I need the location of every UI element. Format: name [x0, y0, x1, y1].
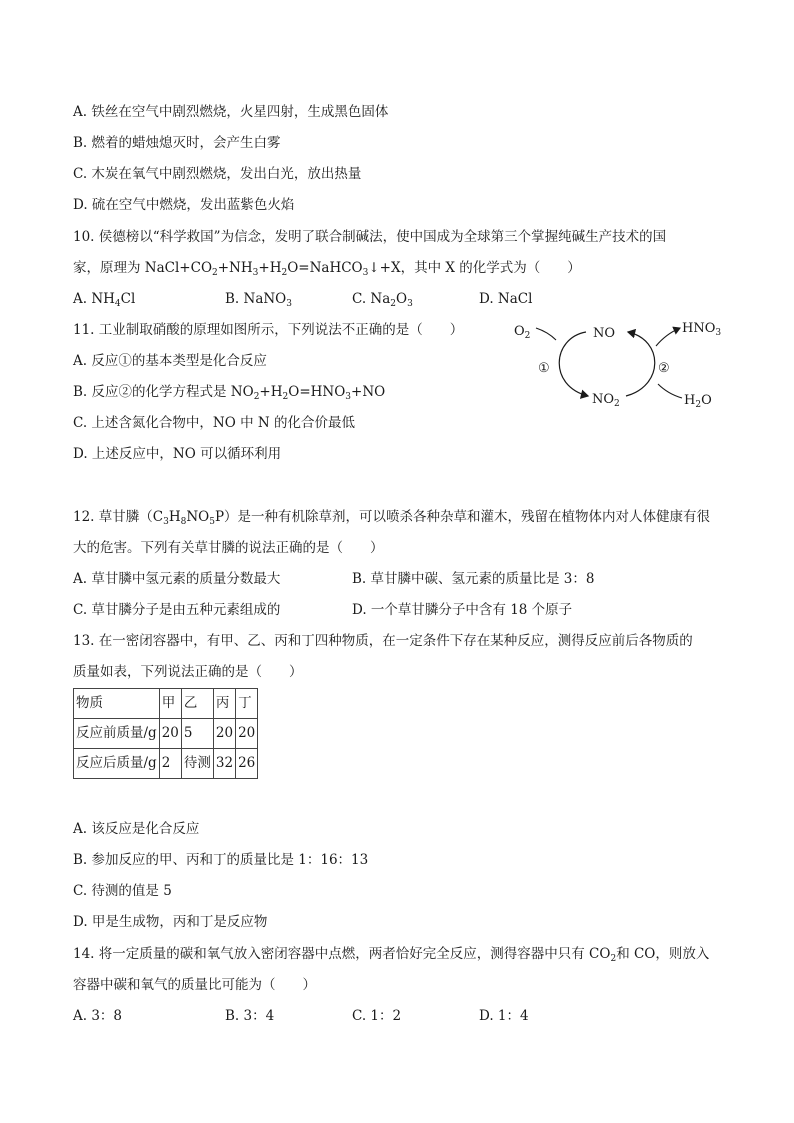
- table-row: [74, 719, 258, 749]
- q14-option-c: C. 1：2: [352, 1008, 402, 1024]
- table-cell: 26: [236, 749, 258, 779]
- o2-label: $O_2$: [514, 324, 531, 341]
- q13-option-b: B. 参加反应的甲、丙和丁的质量比是 1：16：13: [73, 852, 369, 868]
- q12-stem-line1: 12. 草甘膦$(C_3H_8NO_5P)$是一种有机除草剂，可以喷杀各种杂草和灌木，残留在植物体内对人体健康有很: [73, 509, 711, 527]
- q12-stem-line2: 大的危害。下列有关草甘膦的说法正确的是（ ）: [73, 540, 384, 556]
- table-row: [74, 749, 258, 779]
- q10-option-c: C. $Na_2O_3$: [352, 291, 413, 309]
- q11-option-b: B. 反应②的化学方程式是 $NO_2+H_2O=HNO_3+NO$: [73, 384, 386, 402]
- table-cell: 物质: [74, 689, 160, 719]
- table-cell: 5: [181, 719, 213, 749]
- table-cell: 32: [213, 749, 235, 779]
- q14-stem-line2: 容器中碳和氧气的质量比可能为（ ）: [73, 977, 316, 993]
- q13-option-a: A. 该反应是化合反应: [73, 821, 200, 837]
- table-cell: 丙: [213, 689, 235, 719]
- table-cell: 20: [213, 719, 235, 749]
- q11-option-d: D. 上述反应中，NO 可以循环利用: [73, 446, 282, 462]
- q12-option-b: B. 草甘膦中碳、氢元素的质量比是 3：8: [352, 571, 595, 587]
- h2o-feed-arrow: [658, 384, 682, 398]
- table-cell: 丁: [236, 689, 258, 719]
- q9-option-b: B. 燃着的蜡烛熄灭时，会产生白雾: [73, 135, 281, 151]
- hno3-output-arrow: [656, 328, 680, 346]
- table-cell: 待测: [181, 749, 213, 779]
- q13-stem-line1: 13. 在一密闭容器中，有甲、乙、丙和丁四种物质，在一定条件下存在某种反应，测得反应前后各物质的: [73, 633, 693, 649]
- h2o-label: $H_2O$: [684, 393, 712, 410]
- mass-table: [73, 688, 258, 779]
- q10-option-b: B. NaNO$_3$: [225, 291, 292, 309]
- table-cell: 甲: [159, 689, 181, 719]
- q13-option-d: D. 甲是生成物，丙和丁是反应物: [73, 914, 268, 930]
- table-cell: 反应后质量/g: [74, 749, 160, 779]
- table-row: [74, 689, 258, 719]
- q14-option-a: A. 3：8: [73, 1008, 123, 1024]
- nitric-acid-cycle-diagram: [508, 316, 728, 416]
- q14-option-b: B. 3：4: [225, 1008, 275, 1024]
- hno3-label: $HNO_3$: [682, 321, 722, 338]
- q9-option-d: D. 硫在空气中燃烧，发出蓝紫色火焰: [73, 197, 295, 213]
- table-cell: 20: [236, 719, 258, 749]
- q11-option-a: A. 反应①的基本类型是化合反应: [73, 353, 267, 369]
- reaction-1-label: ①: [538, 361, 550, 376]
- table-cell: 乙: [181, 689, 213, 719]
- q10-option-d: D. NaCl: [479, 291, 533, 307]
- q13-option-c: C. 待测的值是 5: [73, 883, 172, 899]
- no2-label: $NO_2$: [592, 392, 620, 409]
- table-cell: 2: [159, 749, 181, 779]
- q9-option-a: A. 铁丝在空气中剧烈燃烧，火星四射，生成黑色固体: [73, 104, 389, 120]
- o2-feed-arrow: [536, 328, 556, 340]
- q10-option-a: A. $NH_4Cl$: [73, 291, 136, 309]
- reaction-1-arc: [559, 332, 588, 396]
- q10-stem-line2: 家，原理为 $NaCl+CO_2+NH_3+H_2O=NaHCO_3↓+X$，其中 X 的化学式为（ ）: [73, 260, 581, 278]
- q11-option-c: C. 上述含氮化合物中，NO 中 N 的化合价最低: [73, 415, 355, 431]
- q12-option-c: C. 草甘膦分子是由五种元素组成的: [73, 602, 281, 618]
- q14-option-d: D. 1：4: [479, 1008, 529, 1024]
- table-cell: 20: [159, 719, 181, 749]
- reaction-2-arc: [626, 332, 655, 396]
- q13-stem-line2: 质量如表，下列说法正确的是（ ）: [73, 664, 303, 680]
- no-label: NO: [593, 326, 616, 341]
- q9-option-c: C. 木炭在氧气中剧烈燃烧，发出白光，放出热量: [73, 166, 362, 182]
- reaction-2-label: ②: [658, 361, 670, 376]
- q12-option-a: A. 草甘膦中氢元素的质量分数最大: [73, 571, 281, 587]
- q12-option-d: D. 一个草甘膦分子中含有 18 个原子: [352, 602, 573, 618]
- table-cell: 反应前质量/g: [74, 719, 160, 749]
- q11-stem: 11. 工业制取硝酸的原理如图所示，下列说法不正确的是（ ）: [73, 322, 464, 338]
- q10-stem-line1: 10. 侯德榜以“科学救国”为信念，发明了联合制碱法，使中国成为全球第三个掌握纯碱生产技术的国: [73, 229, 667, 245]
- q14-stem-line1: 14. 将一定质量的碳和氧气放入密闭容器中点燃，两者恰好完全反应，测得容器中只有 $CO_2$和 CO，则放入: [73, 946, 710, 964]
